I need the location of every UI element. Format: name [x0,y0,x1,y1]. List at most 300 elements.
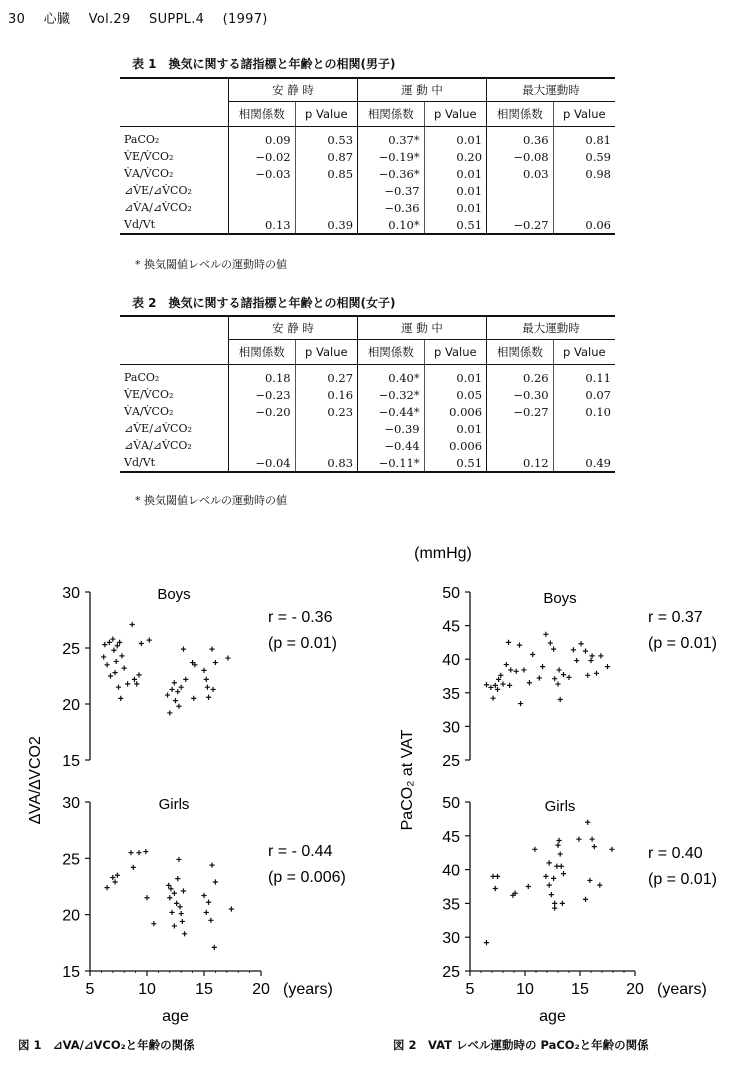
table-cell: 0.83 [295,454,357,472]
data-point [576,837,581,842]
data-point [549,892,554,897]
data-point [590,653,595,658]
table-cell: 0.06 [553,216,615,234]
panel-title: Girls [158,796,190,813]
table-row [120,148,615,165]
table-cell: 0.13 [229,216,296,234]
data-point [131,865,136,870]
data-point [557,667,562,672]
data-point [179,685,184,690]
data-point [594,671,599,676]
x-tick-label: 10 [138,981,156,998]
table-cell: 0.05 [424,386,486,403]
y-tick-label: 25 [442,964,460,981]
data-point [122,666,127,671]
data-point [558,851,563,856]
table-cell [229,437,296,454]
data-point [128,850,133,855]
data-point [518,701,523,706]
data-point [172,680,177,685]
data-point [105,885,110,890]
table-cell: 0.03 [487,165,554,182]
table-cell: 0.59 [553,148,615,165]
data-point [211,687,216,692]
table-cell: 0.01 [424,165,486,182]
correlation-annotation: r = - 0.44 [268,843,333,860]
data-point [579,641,584,646]
data-point [587,878,592,883]
table-cell: 0.01 [424,365,486,387]
table-cell [229,199,296,216]
data-point [558,697,563,702]
data-point [551,876,556,881]
table-row [120,199,615,216]
data-point [526,884,531,889]
data-point [102,642,107,647]
y-tick-label: 40 [442,652,460,670]
table-cell: 0.49 [553,454,615,472]
table-cell: 0.01 [424,420,486,437]
table-cell [487,182,554,199]
column-header: p Value [295,102,357,127]
data-point [115,873,120,878]
data-point [165,692,170,697]
table-cell: −0.08 [487,148,554,165]
table-cell: −0.02 [229,148,296,165]
data-point [493,886,498,891]
data-point [175,689,180,694]
data-point [537,675,542,680]
data-point [484,940,489,945]
data-point [598,653,603,658]
data-point [547,860,552,865]
y-tick-label: 35 [442,685,460,703]
table-cell [295,182,357,199]
data-point [521,667,526,672]
y-unit-label: (mmHg) [414,545,472,562]
data-point [571,647,576,652]
table-cell: 0.01 [424,127,486,149]
data-point [201,668,206,673]
data-point [212,945,217,950]
correlation-annotation: r = 0.37 [648,609,703,626]
data-point [609,847,614,852]
running-header [8,8,282,27]
x-tick-label: 5 [465,981,475,998]
table-cell: −0.36* [358,165,425,182]
column-header: p Value [424,102,486,127]
y-tick-label: 25 [62,641,80,658]
data-point [555,681,560,686]
data-point [169,910,174,915]
data-point [484,682,489,687]
data-point [585,820,590,825]
data-point [143,849,148,854]
correlation-annotation: (p = 0.01) [648,871,717,888]
table-cell [553,420,615,437]
x-axis-label: age [539,1008,566,1025]
table-cell: 0.53 [295,127,357,149]
y-tick-label: 20 [62,907,80,925]
data-point [110,875,115,880]
table-cell: 0.01 [424,199,486,216]
column-header: 相関係数 [229,340,296,365]
table-cell [295,420,357,437]
table-cell [553,199,615,216]
data-point [543,632,548,637]
data-point [555,843,560,848]
table-cell: −0.30 [487,386,554,403]
y-tick-label: 50 [442,795,460,812]
data-point [507,683,512,688]
data-point [139,641,144,646]
x-unit-label: (years) [657,981,707,998]
data-point [174,901,179,906]
y-tick-label: 25 [442,753,460,770]
table-cell: 0.006 [424,403,486,420]
column-header: p Value [553,102,615,127]
table-cell [229,420,296,437]
group-header: 運 動 中 [358,316,487,340]
data-point [183,677,188,682]
group-header: 安 静 時 [229,78,358,102]
table-cell: 0.81 [553,127,615,149]
table-cell: −0.27 [487,403,554,420]
x-unit-label: (years) [283,981,333,998]
figure1-chart [0,530,372,1030]
data-point [182,931,187,936]
x-axis-label: age [162,1008,189,1025]
table-cell: −0.04 [229,454,296,472]
data-point [181,888,186,893]
correlation-annotation: (p = 0.006) [268,869,346,886]
table-cell: −0.37 [358,182,425,199]
table-cell [295,437,357,454]
data-point [105,662,110,667]
data-point [136,850,141,855]
table-row [120,403,615,420]
row-label: Vd/Vt [120,216,229,234]
supplement: SUPPL.4 [149,12,205,27]
x-tick-label: 20 [252,981,270,998]
row-label: PaCO₂ [124,371,160,384]
data-point [191,696,196,701]
data-point [147,638,152,643]
group-header: 最大運動時 [487,78,615,102]
data-point [101,654,106,659]
data-point [134,681,139,686]
figure2-chart [372,530,745,1030]
data-point [605,664,610,669]
y-tick-label: 25 [62,851,80,869]
y-tick-label: 45 [442,828,460,846]
data-point [107,640,112,645]
table-cell: 0.51 [424,454,486,472]
table-row [120,182,615,199]
data-point [206,900,211,905]
table-cell: 0.16 [295,386,357,403]
data-point [205,685,210,690]
table-cell: 0.23 [295,403,357,420]
data-point [552,676,557,681]
data-point [592,844,597,849]
data-point [132,677,137,682]
x-tick-label: 15 [195,981,213,998]
data-point [181,647,186,652]
row-label: ⊿V̇A/⊿V̇CO₂ [124,439,192,452]
figure2-caption: 図 2 VAT レベル運動時の PaCO₂と年齢の関係 [393,1038,649,1052]
data-point [495,874,500,879]
year: (1997) [222,12,268,27]
table-cell: 0.09 [229,127,296,149]
table-cell [553,437,615,454]
table-cell: −0.39 [358,420,425,437]
data-point [125,681,130,686]
data-point [597,883,602,888]
data-point [151,921,156,926]
data-point [561,871,566,876]
data-point [119,653,124,658]
y-tick-label: 15 [62,964,80,981]
row-label: V̇E/V̇CO₂ [124,150,174,163]
x-tick-label: 20 [626,981,644,998]
data-point [114,659,119,664]
data-point [172,891,177,896]
table-cell: 0.07 [553,386,615,403]
table-cell: −0.23 [229,386,296,403]
row-label: V̇A/V̇CO₂ [124,167,174,180]
table-row [120,365,615,387]
table-cell: 0.36 [487,127,554,149]
row-label: PaCO₂ [124,133,160,146]
table-row [120,420,615,437]
table-cell: 0.20 [424,148,486,165]
data-point [574,658,579,663]
y-tick-label: 35 [442,896,460,914]
data-point [175,876,180,881]
data-point [588,658,593,663]
table2 [120,315,615,473]
y-tick-label: 15 [62,753,80,770]
group-header: 最大運動時 [487,316,615,340]
table-row [120,454,615,472]
panel-title: Girls [544,798,576,815]
corner-cell [120,78,229,127]
column-header: p Value [553,340,615,365]
table-cell: 0.10 [553,403,615,420]
data-point [543,874,548,879]
table-cell: −0.20 [229,403,296,420]
corner-cell [120,316,229,365]
correlation-annotation: (p = 0.01) [648,635,717,652]
table-cell: −0.44* [358,403,425,420]
data-point [213,660,218,665]
table-cell: 0.51 [424,216,486,234]
correlation-annotation: r = - 0.36 [268,609,333,626]
table-cell: −0.32* [358,386,425,403]
data-point [116,685,121,690]
table-cell [487,420,554,437]
table-row [120,386,615,403]
row-label: V̇A/V̇CO₂ [124,405,174,418]
data-point [552,906,557,911]
data-point [130,622,135,627]
table-cell: 0.39 [295,216,357,234]
data-point [179,911,184,916]
table-cell: 0.006 [424,437,486,454]
page-number: 30 [8,12,26,27]
panel-title: Boys [543,590,577,607]
table-cell: −0.27 [487,216,554,234]
table2-footnote: * 換気閾値レベルの運動時の値 [135,494,287,507]
x-tick-label: 15 [571,981,589,998]
table-cell [229,182,296,199]
column-header: 相関係数 [358,340,425,365]
table-cell [295,199,357,216]
data-point [112,879,117,884]
data-point [112,670,117,675]
data-point [209,862,214,867]
y-tick-label: 20 [62,697,80,714]
data-point [547,883,552,888]
table1-footnote: * 換気閾値レベルの運動時の値 [135,258,287,271]
table-cell: 0.40* [358,365,425,387]
data-point [108,673,113,678]
table-row [120,437,615,454]
data-point [506,640,511,645]
table-cell: 0.37* [358,127,425,149]
data-point [144,895,149,900]
row-label: ⊿V̇E/⊿V̇CO₂ [124,422,192,435]
data-point [561,672,566,677]
data-point [551,647,556,652]
panel-title: Boys [157,586,191,603]
data-point [225,655,230,660]
correlation-annotation: (p = 0.01) [268,635,337,652]
table-cell: 0.01 [424,182,486,199]
column-header: p Value [295,340,357,365]
data-point [514,669,519,674]
y-tick-label: 30 [62,795,80,812]
table-cell: 0.12 [487,454,554,472]
data-point [172,923,177,928]
data-point [585,673,590,678]
data-point [548,640,553,645]
y-tick-label: 50 [442,585,460,602]
data-point [177,904,182,909]
table-row [120,127,615,149]
y-tick-label: 45 [442,618,460,636]
data-point [213,879,218,884]
table-cell: 0.87 [295,148,357,165]
data-point [136,672,141,677]
x-tick-label: 5 [85,981,95,998]
data-point [559,864,564,869]
table-cell: −0.11* [358,454,425,472]
group-header: 安 静 時 [229,316,358,340]
volume: Vol.29 [88,12,131,27]
table-cell: 0.11 [553,365,615,387]
table1-caption: 表 1 換気に関する諸指標と年齢との相関(男子) [132,57,396,71]
data-point [229,906,234,911]
data-point [206,695,211,700]
data-point [201,893,206,898]
table-cell: 0.26 [487,365,554,387]
data-point [180,919,185,924]
table-cell: 0.10* [358,216,425,234]
data-point [532,847,537,852]
data-point [118,696,123,701]
x-tick-label: 10 [516,981,534,998]
data-point [176,704,181,709]
table-cell [487,199,554,216]
data-point [167,710,172,715]
y-axis-label: PaCO₂ at VAT [399,729,416,831]
table-cell: 0.27 [295,365,357,387]
data-point [204,910,209,915]
table2-caption: 表 2 換気に関する諸指標と年齢との相関(女子) [132,296,396,310]
table-row [120,165,615,182]
data-point [504,662,509,667]
table1 [120,77,615,235]
table-cell [487,437,554,454]
table-cell: 0.85 [295,165,357,182]
data-point [110,636,115,641]
column-header: 相関係数 [358,102,425,127]
figure1-caption: 図 1 ⊿VA/⊿VCO₂と年齢の関係 [18,1038,195,1052]
data-point [169,687,174,692]
data-point [583,649,588,654]
table-cell: −0.36 [358,199,425,216]
data-point [167,895,172,900]
group-header: 運 動 中 [358,78,487,102]
table-row [120,216,615,234]
data-point [566,675,571,680]
y-tick-label: 30 [442,719,460,737]
table-cell: 0.18 [229,365,296,387]
data-point [111,648,116,653]
table-cell: −0.44 [358,437,425,454]
data-point [176,857,181,862]
data-point [500,681,505,686]
row-label: ⊿V̇E/⊿V̇CO₂ [124,184,192,197]
column-header: p Value [424,340,486,365]
data-point [540,664,545,669]
data-point [590,837,595,842]
correlation-annotation: r = 0.40 [648,845,703,862]
data-point [552,901,557,906]
row-label: ⊿V̇A/⊿V̇CO₂ [124,201,192,214]
data-point [517,642,522,647]
data-point [530,652,535,657]
y-tick-label: 30 [442,930,460,948]
data-point [204,677,209,682]
y-tick-label: 30 [62,585,80,602]
data-point [527,680,532,685]
journal-name: 心臓 [43,12,71,27]
data-point [208,918,213,923]
column-header: 相関係数 [229,102,296,127]
row-label: V̇E/V̇CO₂ [124,388,174,401]
table-cell: 0.98 [553,165,615,182]
row-label: Vd/Vt [120,454,229,472]
data-point [560,901,565,906]
y-tick-label: 40 [442,862,460,880]
data-point [209,647,214,652]
data-point [583,897,588,902]
column-header: 相関係数 [487,102,554,127]
data-point [491,696,496,701]
